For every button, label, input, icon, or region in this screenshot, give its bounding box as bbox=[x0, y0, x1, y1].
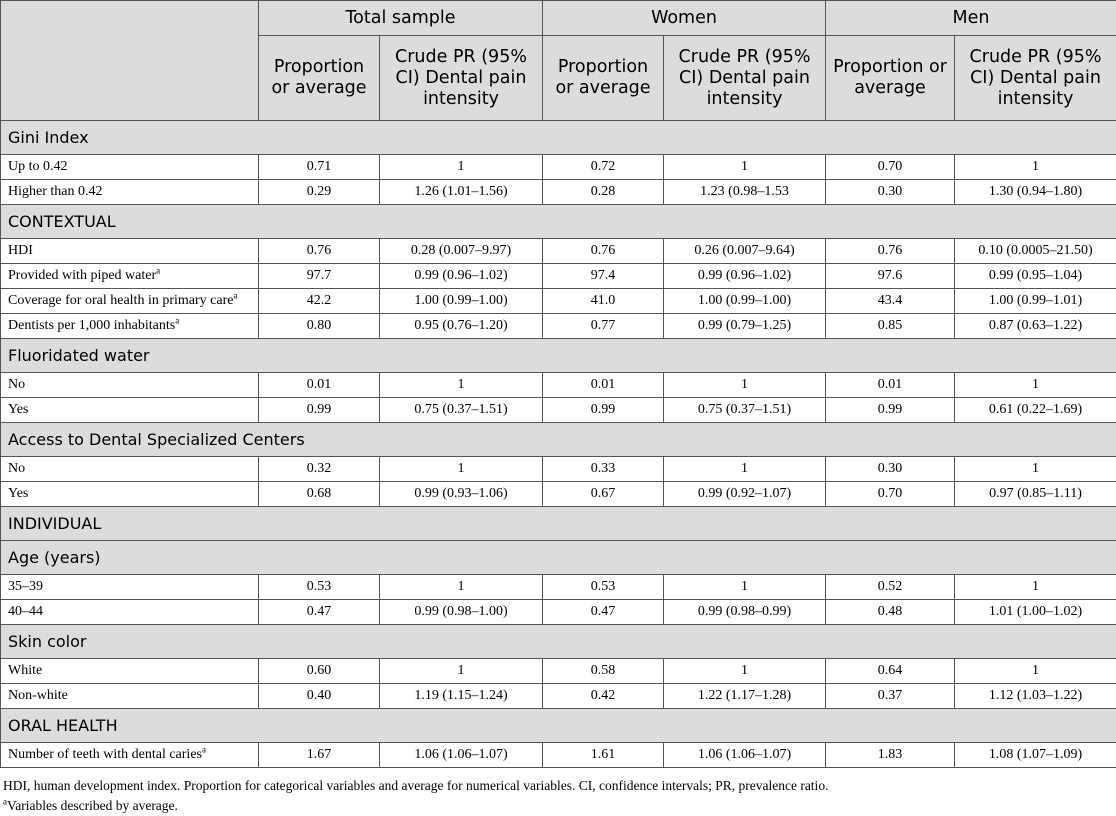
value-cell: 0.30 bbox=[826, 180, 955, 205]
value-cell: 0.99 bbox=[259, 398, 380, 423]
section-header-row bbox=[1, 423, 1116, 457]
row-label: Yes bbox=[8, 402, 28, 417]
table-row bbox=[1, 482, 1116, 507]
value-cell: 0.64 bbox=[826, 659, 955, 684]
row-label-cell bbox=[1, 600, 259, 625]
value-cell: 1.22 (1.17–1.28) bbox=[664, 684, 826, 709]
subheader-men-crude-pr: Crude PR (95% CI) Dental pain intensity bbox=[955, 36, 1116, 121]
row-label: Yes bbox=[8, 486, 28, 501]
row-label: HDI bbox=[8, 243, 33, 258]
section-header-row bbox=[1, 339, 1116, 373]
value-cell: 0.75 (0.37–1.51) bbox=[380, 398, 543, 423]
section-title: Access to Dental Specialized Centers bbox=[1, 423, 1116, 457]
value-cell: 0.01 bbox=[826, 373, 955, 398]
value-cell: 1 bbox=[380, 373, 543, 398]
value-cell: 0.85 bbox=[826, 314, 955, 339]
value-cell: 0.99 (0.96–1.02) bbox=[380, 264, 543, 289]
value-cell: 0.99 (0.95–1.04) bbox=[955, 264, 1116, 289]
footnote-marker: a bbox=[175, 315, 179, 325]
value-cell: 97.4 bbox=[543, 264, 664, 289]
value-cell: 1.06 (1.06–1.07) bbox=[664, 743, 826, 768]
value-cell: 0.97 (0.85–1.11) bbox=[955, 482, 1116, 507]
value-cell: 1.19 (1.15–1.24) bbox=[380, 684, 543, 709]
value-cell: 1 bbox=[664, 457, 826, 482]
row-label: Number of teeth with dental caries bbox=[8, 747, 202, 762]
table-row bbox=[1, 743, 1116, 768]
value-cell: 1 bbox=[380, 155, 543, 180]
section-title: Fluoridated water bbox=[1, 339, 1116, 373]
value-cell: 0.01 bbox=[543, 373, 664, 398]
table-row bbox=[1, 180, 1116, 205]
value-cell: 0.47 bbox=[259, 600, 380, 625]
section-header-row bbox=[1, 541, 1116, 575]
value-cell: 0.53 bbox=[259, 575, 380, 600]
value-cell: 1.01 (1.00–1.02) bbox=[955, 600, 1116, 625]
subheader-total-crude-pr: Crude PR (95% CI) Dental pain intensity bbox=[380, 36, 543, 121]
value-cell: 1 bbox=[955, 457, 1116, 482]
row-label: Coverage for oral health in primary care bbox=[8, 293, 233, 308]
value-cell: 0.61 (0.22–1.69) bbox=[955, 398, 1116, 423]
row-label-cell bbox=[1, 684, 259, 709]
row-label-cell bbox=[1, 239, 259, 264]
value-cell: 0.99 (0.93–1.06) bbox=[380, 482, 543, 507]
section-title: CONTEXTUAL bbox=[1, 205, 1116, 239]
value-cell: 0.77 bbox=[543, 314, 664, 339]
group-header-men: Men bbox=[826, 1, 1116, 36]
value-cell: 1.30 (0.94–1.80) bbox=[955, 180, 1116, 205]
value-cell: 0.28 (0.007–9.97) bbox=[380, 239, 543, 264]
section-title: INDIVIDUAL bbox=[1, 507, 1116, 541]
value-cell: 1.08 (1.07–1.09) bbox=[955, 743, 1116, 768]
table-row bbox=[1, 239, 1116, 264]
value-cell: 0.87 (0.63–1.22) bbox=[955, 314, 1116, 339]
value-cell: 0.26 (0.007–9.64) bbox=[664, 239, 826, 264]
value-cell: 0.76 bbox=[259, 239, 380, 264]
section-title: ORAL HEALTH bbox=[1, 709, 1116, 743]
value-cell: 0.99 bbox=[543, 398, 664, 423]
value-cell: 97.6 bbox=[826, 264, 955, 289]
footnote-a bbox=[3, 796, 1113, 816]
row-label: No bbox=[8, 377, 25, 392]
row-label-cell bbox=[1, 457, 259, 482]
section-title: Gini Index bbox=[1, 121, 1116, 155]
row-label-cell bbox=[1, 264, 259, 289]
section-header-row bbox=[1, 507, 1116, 541]
value-cell: 0.95 (0.76–1.20) bbox=[380, 314, 543, 339]
value-cell: 0.42 bbox=[543, 684, 664, 709]
value-cell: 1.67 bbox=[259, 743, 380, 768]
table-row bbox=[1, 314, 1116, 339]
row-label-cell bbox=[1, 289, 259, 314]
value-cell: 0.71 bbox=[259, 155, 380, 180]
value-cell: 0.75 (0.37–1.51) bbox=[664, 398, 826, 423]
row-label: Provided with piped water bbox=[8, 268, 156, 283]
group-header-women: Women bbox=[543, 1, 826, 36]
footnote-marker: a bbox=[202, 744, 206, 754]
value-cell: 0.01 bbox=[259, 373, 380, 398]
subheader-women-crude-pr: Crude PR (95% CI) Dental pain intensity bbox=[664, 36, 826, 121]
row-label-cell bbox=[1, 180, 259, 205]
row-label: 35–39 bbox=[8, 579, 43, 594]
value-cell: 0.70 bbox=[826, 155, 955, 180]
table-row bbox=[1, 398, 1116, 423]
value-cell: 1.23 (0.98–1.53 bbox=[664, 180, 826, 205]
section-header-row bbox=[1, 625, 1116, 659]
value-cell: 0.48 bbox=[826, 600, 955, 625]
group-header-total: Total sample bbox=[259, 1, 543, 36]
value-cell: 0.53 bbox=[543, 575, 664, 600]
value-cell: 0.99 bbox=[826, 398, 955, 423]
row-label-cell bbox=[1, 373, 259, 398]
value-cell: 1.06 (1.06–1.07) bbox=[380, 743, 543, 768]
table-footnotes bbox=[0, 768, 1116, 816]
row-label: Up to 0.42 bbox=[8, 159, 68, 174]
section-header-row bbox=[1, 709, 1116, 743]
value-cell: 1 bbox=[955, 575, 1116, 600]
row-label: Dentists per 1,000 inhabitants bbox=[8, 318, 175, 333]
row-label-cell bbox=[1, 155, 259, 180]
table-row bbox=[1, 457, 1116, 482]
footnote-a-text: Variables described by average. bbox=[7, 798, 178, 813]
value-cell: 0.99 (0.98–1.00) bbox=[380, 600, 543, 625]
row-label-cell bbox=[1, 575, 259, 600]
subheader-men-proportion: Proportion or average bbox=[826, 36, 955, 121]
row-label: 40–44 bbox=[8, 604, 43, 619]
row-label: Higher than 0.42 bbox=[8, 184, 102, 199]
value-cell: 0.40 bbox=[259, 684, 380, 709]
header-corner bbox=[1, 1, 259, 121]
value-cell: 0.76 bbox=[826, 239, 955, 264]
value-cell: 0.99 (0.92–1.07) bbox=[664, 482, 826, 507]
value-cell: 0.32 bbox=[259, 457, 380, 482]
section-title: Skin color bbox=[1, 625, 1116, 659]
value-cell: 0.68 bbox=[259, 482, 380, 507]
value-cell: 0.30 bbox=[826, 457, 955, 482]
value-cell: 0.80 bbox=[259, 314, 380, 339]
value-cell: 1 bbox=[380, 457, 543, 482]
row-label-cell bbox=[1, 482, 259, 507]
row-label-cell bbox=[1, 398, 259, 423]
value-cell: 43.4 bbox=[826, 289, 955, 314]
value-cell: 0.33 bbox=[543, 457, 664, 482]
section-title: Age (years) bbox=[1, 541, 1116, 575]
value-cell: 0.10 (0.0005–21.50) bbox=[955, 239, 1116, 264]
value-cell: 0.99 (0.98–0.99) bbox=[664, 600, 826, 625]
row-label-cell bbox=[1, 659, 259, 684]
table-body bbox=[1, 121, 1116, 768]
value-cell: 0.70 bbox=[826, 482, 955, 507]
table-row bbox=[1, 600, 1116, 625]
value-cell: 1 bbox=[955, 659, 1116, 684]
row-label-cell bbox=[1, 314, 259, 339]
value-cell: 1.12 (1.03–1.22) bbox=[955, 684, 1116, 709]
value-cell: 0.29 bbox=[259, 180, 380, 205]
value-cell: 1.83 bbox=[826, 743, 955, 768]
value-cell: 42.2 bbox=[259, 289, 380, 314]
footnote-marker: a bbox=[156, 265, 160, 275]
table-row bbox=[1, 659, 1116, 684]
value-cell: 0.47 bbox=[543, 600, 664, 625]
value-cell: 0.72 bbox=[543, 155, 664, 180]
section-header-row bbox=[1, 205, 1116, 239]
value-cell: 0.67 bbox=[543, 482, 664, 507]
value-cell: 1 bbox=[664, 659, 826, 684]
value-cell: 1 bbox=[664, 155, 826, 180]
row-label: Non-white bbox=[8, 688, 68, 703]
table-row bbox=[1, 684, 1116, 709]
table-row bbox=[1, 575, 1116, 600]
value-cell: 1 bbox=[664, 373, 826, 398]
footnote-marker: a bbox=[233, 290, 237, 300]
value-cell: 1 bbox=[664, 575, 826, 600]
value-cell: 0.37 bbox=[826, 684, 955, 709]
value-cell: 0.60 bbox=[259, 659, 380, 684]
value-cell: 1 bbox=[955, 155, 1116, 180]
value-cell: 97.7 bbox=[259, 264, 380, 289]
value-cell: 0.99 (0.79–1.25) bbox=[664, 314, 826, 339]
value-cell: 0.58 bbox=[543, 659, 664, 684]
row-label-cell bbox=[1, 743, 259, 768]
value-cell: 1.00 (0.99–1.01) bbox=[955, 289, 1116, 314]
value-cell: 1.26 (1.01–1.56) bbox=[380, 180, 543, 205]
value-cell: 41.0 bbox=[543, 289, 664, 314]
value-cell: 0.76 bbox=[543, 239, 664, 264]
subheader-total-proportion: Proportion or average bbox=[259, 36, 380, 121]
value-cell: 1.00 (0.99–1.00) bbox=[664, 289, 826, 314]
section-header-row bbox=[1, 121, 1116, 155]
footnote-abbreviations: HDI, human development index. Proportion for categorical variables and average for numerical variables. CI, confidence intervals; PR, prevalence ratio. bbox=[3, 776, 1113, 796]
value-cell: 0.28 bbox=[543, 180, 664, 205]
footnote-a-mark: a bbox=[3, 797, 7, 807]
value-cell: 0.52 bbox=[826, 575, 955, 600]
value-cell: 1.61 bbox=[543, 743, 664, 768]
value-cell: 1 bbox=[380, 659, 543, 684]
value-cell: 1 bbox=[955, 373, 1116, 398]
table-row bbox=[1, 264, 1116, 289]
row-label: No bbox=[8, 461, 25, 476]
value-cell: 1.00 (0.99–1.00) bbox=[380, 289, 543, 314]
row-label: White bbox=[8, 663, 42, 678]
value-cell: 1 bbox=[380, 575, 543, 600]
value-cell: 0.99 (0.96–1.02) bbox=[664, 264, 826, 289]
subheader-women-proportion: Proportion or average bbox=[543, 36, 664, 121]
table-row bbox=[1, 155, 1116, 180]
table-row bbox=[1, 289, 1116, 314]
table-row bbox=[1, 373, 1116, 398]
